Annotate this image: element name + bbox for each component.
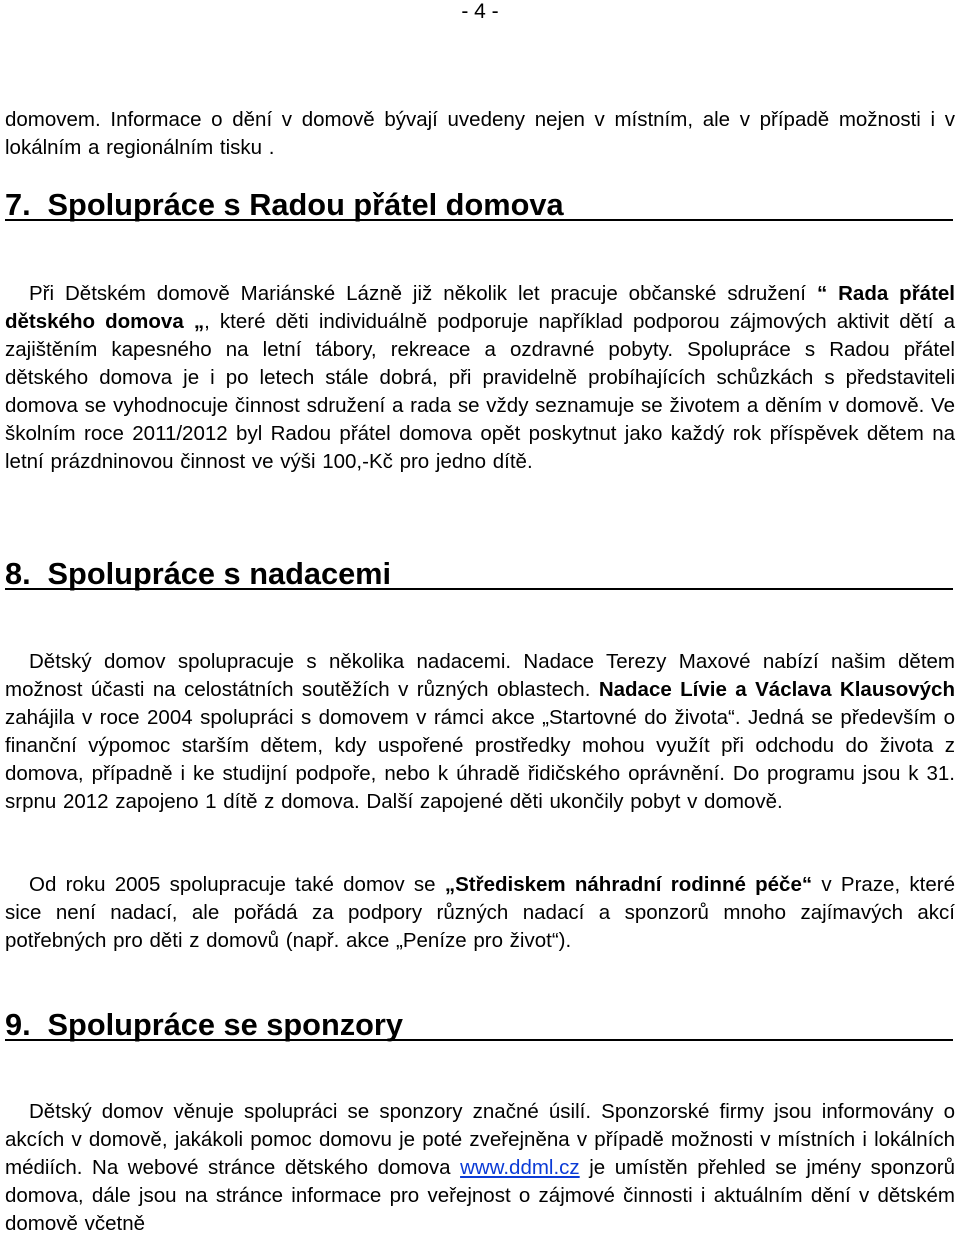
section-8-text-d: v Praze, které sice není nadací, ale pořádá za podpory různých nadací a sponzorů mnoho zajímavých akcí potřebných pro děti z domovů (např. akce „Peníze pro život“). bbox=[5, 873, 955, 952]
section-8-number: 8. bbox=[5, 556, 31, 591]
section-7-text-a: Při Dětském domově Mariánské Lázně již několik let pracuje občanské sdružení bbox=[29, 282, 817, 305]
intro-paragraph: domovem. Informace o dění v domově bývají uvedeny nejen v místním, ale v případě možnosti i v lokálním a regionálním tisku . bbox=[5, 108, 955, 159]
section-7-number: 7. bbox=[5, 187, 31, 222]
section-9-heading bbox=[5, 1007, 953, 1042]
section-9-text-b: je umístěn přehled se jmény sponzorů domova, dále jsou na stránce informace pro veřejnost o zájmové činnosti i aktuálním dění v dětském domově včetně bbox=[5, 1156, 955, 1235]
section-7-paragraph bbox=[5, 280, 955, 476]
section-9-title: Spolupráce se sponzory bbox=[47, 1007, 403, 1042]
section-7-heading bbox=[5, 187, 953, 222]
section-8-heading bbox=[5, 556, 953, 591]
section-9-paragraph bbox=[5, 1098, 955, 1238]
section-8-title: Spolupráce s nadacemi bbox=[47, 556, 392, 591]
section-8-text-b: zahájila v roce 2004 spolupráci s domovem v rámci akce „Startovné do života“. Jedná se především o finanční výpomoc starším dětem, kdy uspořené prostředky mohou využít při odchodu do života z domova, případně i ke studijní podpoře, nebo k úhradě řidičského oprávnění. Do programu jsou k 31. srpnu 2012 zapojeno 1 dítě z domova. Další zapojené děti ukončily pobyt v domově. bbox=[5, 706, 955, 813]
section-8-bold-foundation: Nadace Lívie a Václava Klausových bbox=[598, 678, 955, 701]
section-8-paragraph-2 bbox=[5, 871, 955, 955]
section-9-text-a: Dětský domov věnuje spolupráci se sponzory značné úsilí. Sponzorské firmy jsou informovány o akcích v domově, jakákoli pomoc domovu je poté zveřejněna v případě možnosti v místních i lokálních médiích. Na webové stránce dětského domova bbox=[5, 1100, 955, 1179]
section-7-bold-name: “ Rada přátel dětského domova „ bbox=[5, 282, 955, 333]
section-8-bold-center: „Střediskem náhradní rodinné péče“ bbox=[444, 873, 813, 896]
section-9-number: 9. bbox=[5, 1007, 31, 1042]
section-7-text-b: , které děti individuálně podporuje například podporou zájmových aktivit dětí a zajištěním kapesného na letní tábory, rekreace a ozdravné pobyty. Spolupráce s Radou přátel dětského domova je i po letech stále dobrá, při pravidelně probíhajících schůzkách s představiteli domova se vyhodnocuje činnost sdružení a rada se vždy seznamuje se životem a děním v domově. Ve školním roce 2011/2012 byl Radou přátel domova opět poskytnut jako každý rok příspěvek dětem na letní prázdninovou činnost ve výši 100,-Kč pro jedno dítě. bbox=[5, 310, 955, 473]
section-7-title: Spolupráce s Radou přátel domova bbox=[47, 187, 564, 222]
page-number: - 4 - bbox=[461, 0, 499, 23]
section-8-text-a: Dětský domov spolupracuje s několika nadacemi. Nadace Terezy Maxové nabízí našim dětem možnost účasti na celostátních soutěžích v různých oblastech. bbox=[5, 650, 955, 701]
section-8-text-c: Od roku 2005 spolupracuje také domov se bbox=[29, 873, 445, 896]
website-link[interactable]: www.ddml.cz bbox=[460, 1156, 580, 1179]
section-8-paragraph-1 bbox=[5, 648, 955, 816]
